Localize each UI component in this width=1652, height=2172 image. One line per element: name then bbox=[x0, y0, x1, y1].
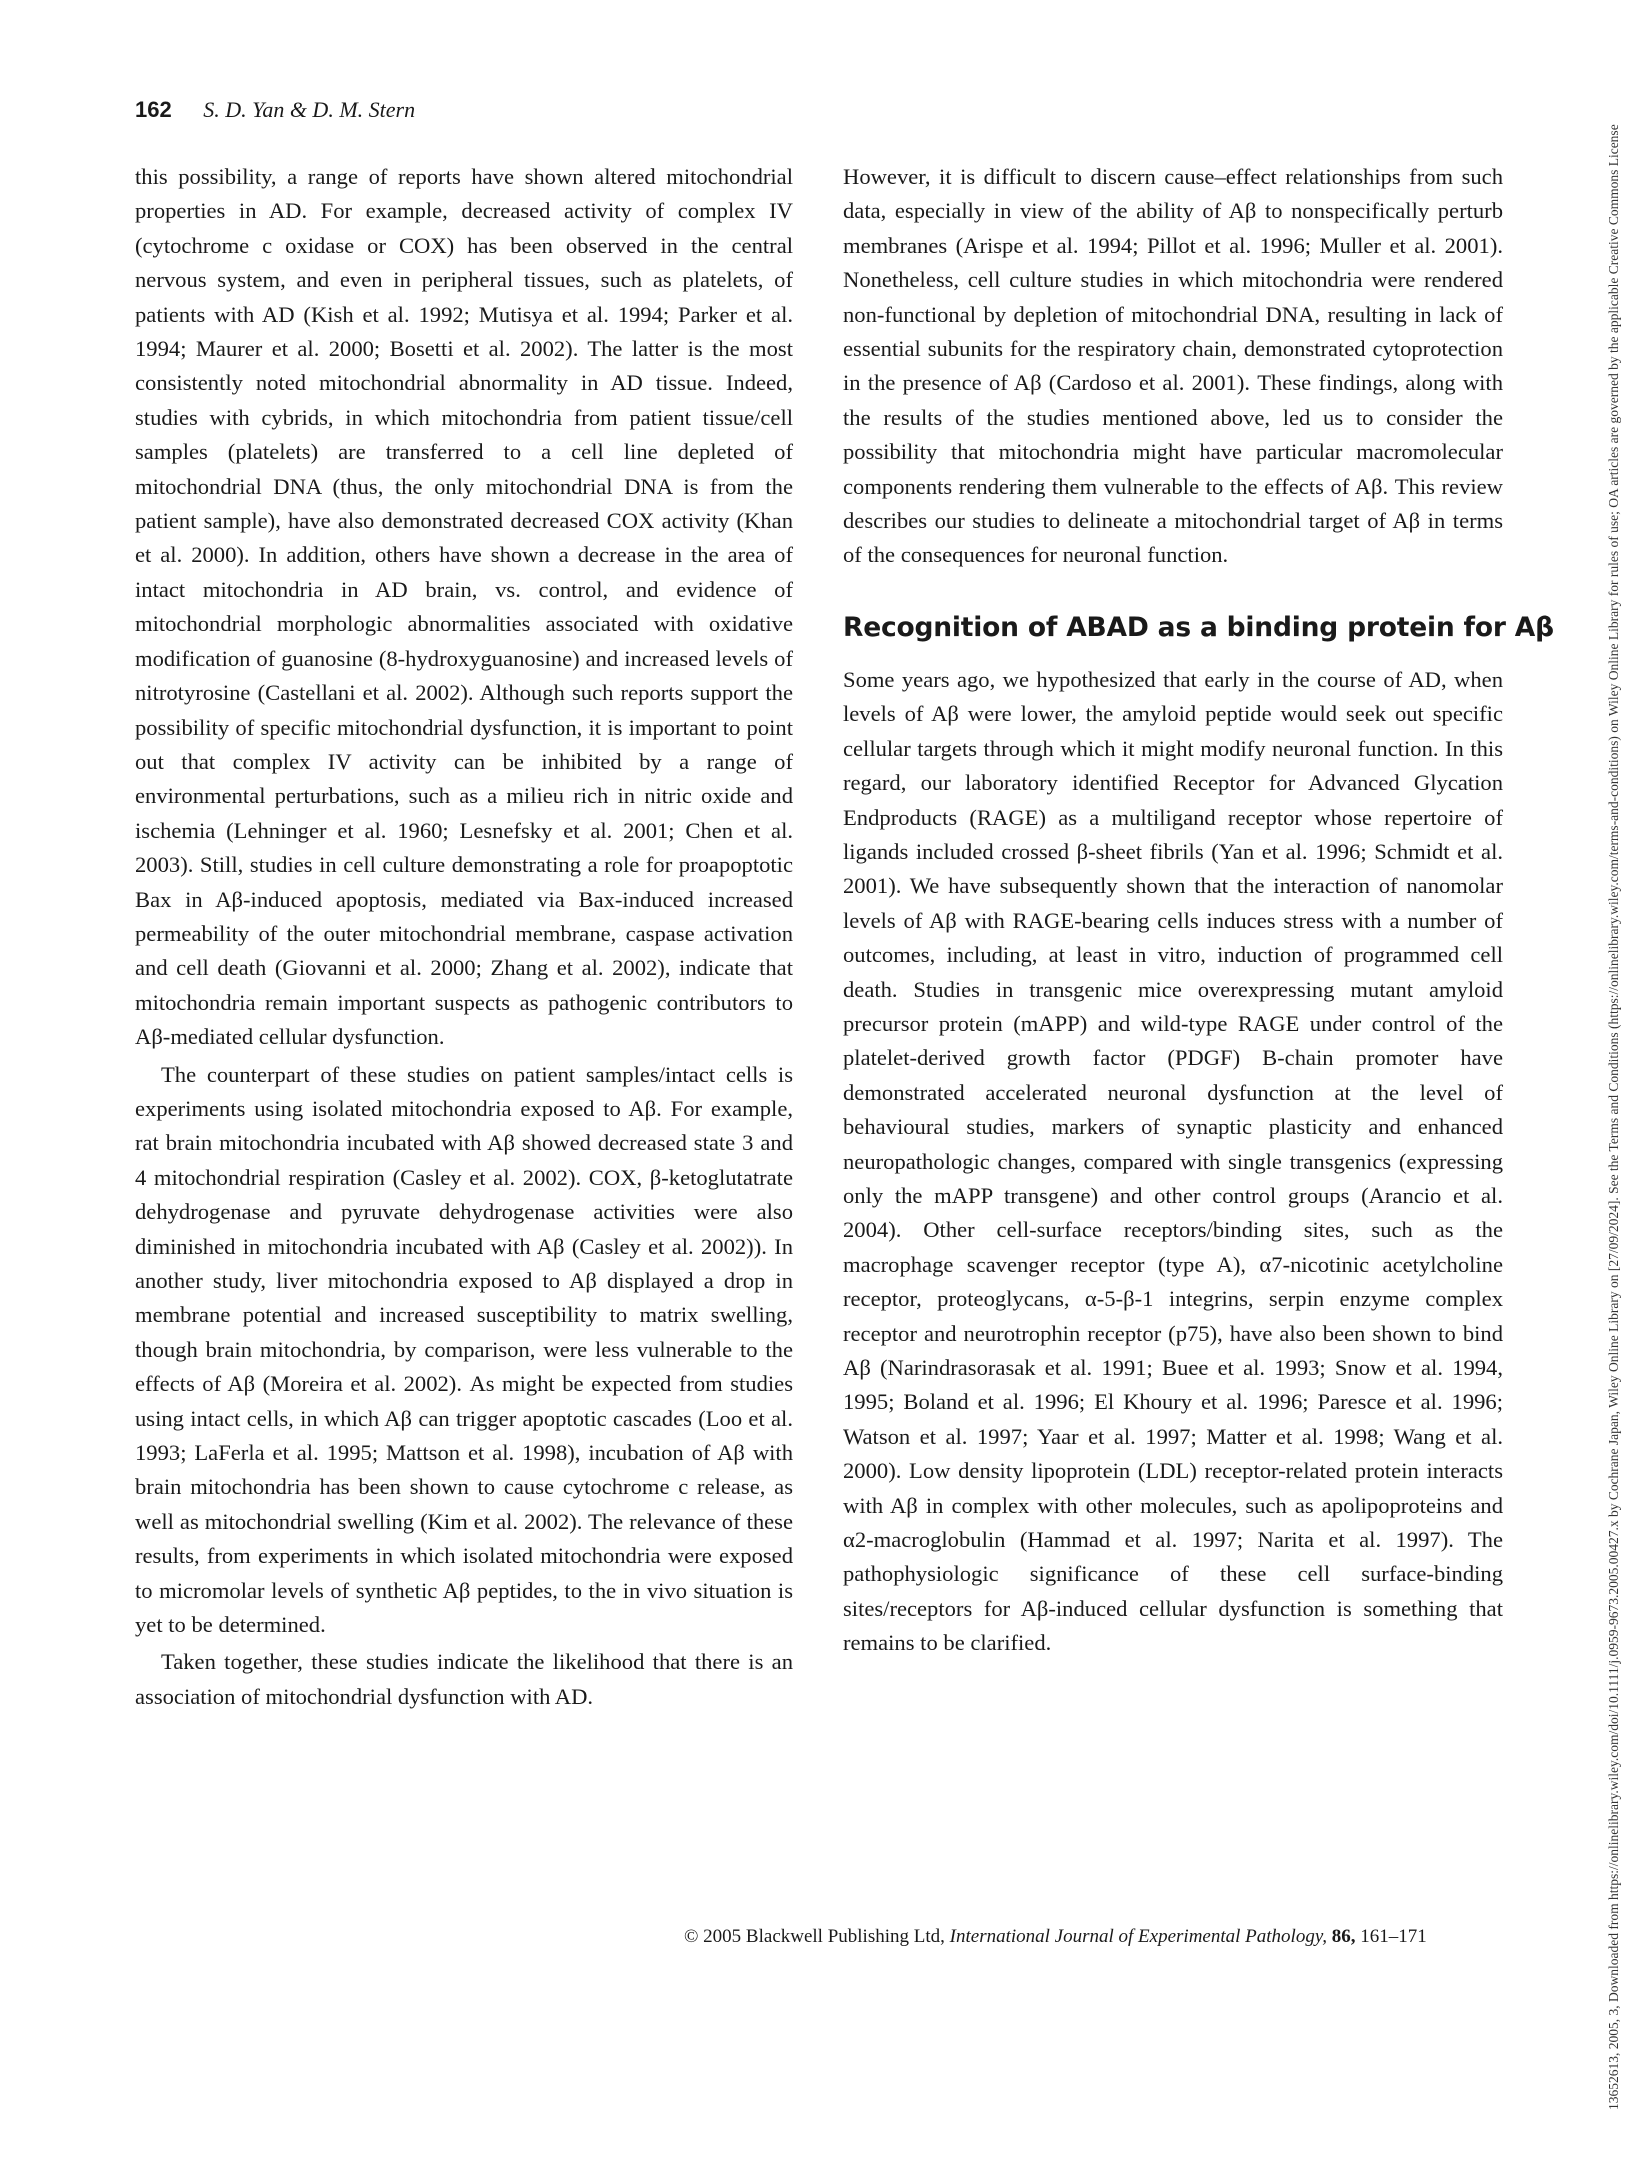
running-head bbox=[135, 96, 415, 124]
footer-journal: International Journal of Experimental Pathology, bbox=[949, 1926, 1327, 1947]
right-column bbox=[843, 160, 1554, 1661]
download-notice-text: 13652613, 2005, 3, Downloaded from https://onlinelibrary.wiley.com/doi/10.1111/j.0959-9673.2005.00427.x by Cochrane Japan, Wiley Online Library on [27/09/2024]. See the Terms and Conditions (https://onlinelibrary.wiley.com/terms-and-conditions) on Wiley Online Library for rules of use; OA articles are governed by the applicable Creative Commons License bbox=[1606, 124, 1621, 2110]
left-column bbox=[135, 160, 793, 1714]
left-paragraph-3: Taken together, these studies indicate the likelihood that there is an association of mitochondrial dysfunction with AD. bbox=[135, 1649, 793, 1709]
running-head-authors: S. D. Yan & D. M. Stern bbox=[203, 97, 416, 122]
section-heading: Recognition of ABAD as a binding protein for Aβ bbox=[843, 611, 1554, 643]
footer-pages: 161–171 bbox=[1360, 1926, 1427, 1947]
right-paragraph-2: Some years ago, we hypothesized that early in the course of AD, when levels of Aβ were lower, the amyloid peptide would seek out specific cellular targets through which it might modify neuronal function. In this regard, our laboratory identified Receptor for Advanced Glycation Endproducts (RAGE) as a multiligand receptor whose repertoire of ligands included crossed β-sheet fibrils (Yan et al. 1996; Schmidt et al. 2001). We have subsequently shown that the interaction of nanomolar levels of Aβ with RAGE-bearing cells induces stress with a number of outcomes, including, at least in vitro, induction of programmed cell death. Studies in transgenic mice overexpressing mutant amyloid precursor protein (mAPP) and wild-type RAGE under control of the platelet-derived growth factor (PDGF) B-chain promoter have demonstrated accelerated neuronal dysfunction at the level of behavioural studies, markers of synaptic plasticity and enhanced neuropathologic changes, compared with single transgenics (expressing only the mAPP transgene) and other control groups (Arancio et al. 2004). Other cell-surface receptors/binding sites, such as the macrophage scavenger receptor (type A), α7-nicotinic acetylcholine receptor, proteoglycans, α-5-β-1 integrins, serpin enzyme complex receptor and neurotrophin receptor (p75), have also been shown to bind Aβ (Narindrasorasak et al. 1991; Buee et al. 1993; Snow et al. 1994, 1995; Boland et al. 1996; El Khoury et al. 1996; Paresce et al. 1996; Watson et al. 1997; Yaar et al. 1997; Matter et al. 1998; Wang et al. 2000). Low density lipoprotein (LDL) receptor-related protein interacts with Aβ in complex with other molecules, such as apolipoproteins and α2-macroglobulin (Hammad et al. 1997; Narita et al. 1997). The pathophysiologic significance of these cell surface-binding sites/receptors for Aβ-induced cellular dysfunction is something that remains to be clarified. bbox=[843, 666, 1503, 1656]
page-footer bbox=[684, 1924, 1427, 1950]
left-paragraph-1: this possibility, a range of reports have shown altered mitochondrial properties in AD. For example, decreased activity of complex IV (cytochrome c oxidase or COX) has been observed in the central nervous system, and even in peripheral tissues, such as platelets, of patients with AD (Kish et al. 1992; Mutisya et al. 1994; Parker et al. 1994; Maurer et al. 2000; Bosetti et al. 2002). The latter is the most consistently noted mitochondrial abnormality in AD tissue. Indeed, studies with cybrids, in which mitochondria from patient tissue/cell samples (platelets) are transferred to a cell line depleted of mitochondrial DNA (thus, the only mitochondrial DNA is from the patient sample), have also demonstrated decreased COX activity (Khan et al. 2000). In addition, others have shown a decrease in the area of intact mitochondria in AD brain, vs. control, and evidence of mitochondrial morphologic abnormalities associated with oxidative modification of guanosine (8-hydroxyguanosine) and increased levels of nitrotyrosine (Castellani et al. 2002). Although such reports support the possibility of specific mitochondrial dysfunction, it is important to point out that complex IV activity can be inhibited by a range of environmental perturbations, such as a milieu rich in nitric oxide and ischemia (Lehninger et al. 1960; Lesnefsky et al. 2001; Chen et al. 2003). Still, studies in cell culture demonstrating a role for proapoptotic Bax in Aβ-induced apoptosis, mediated via Bax-induced increased permeability of the outer mitochondrial membrane, caspase activation and cell death (Giovanni et al. 2000; Zhang et al. 2002), indicate that mitochondria remain important suspects as pathogenic contributors to Aβ-mediated cellular dysfunction. bbox=[135, 164, 793, 1050]
right-paragraph-1: However, it is difficult to discern cause–effect relationships from such data, especially in view of the ability of Aβ to nonspecifically perturb membranes (Arispe et al. 1994; Pillot et al. 1996; Muller et al. 2001). Nonetheless, cell culture studies in which mitochondria were rendered non-functional by depletion of mitochondrial DNA, resulting in lack of essential subunits for the respiratory chain, demonstrated cytoprotection in the presence of Aβ (Cardoso et al. 2001). These findings, along with the results of the studies mentioned above, led us to consider the possibility that mitochondria might have particular macromolecular components rendering them vulnerable to the effects of Aβ. This review describes our studies to delineate a mitochondrial target of Aβ in terms of the consequences for neuronal function. bbox=[843, 164, 1503, 568]
download-notice bbox=[1603, 40, 1625, 2110]
footer-volume: 86, bbox=[1331, 1926, 1356, 1947]
left-paragraph-2: The counterpart of these studies on patient samples/intact cells is experiments using isolated mitochondria exposed to Aβ. For example, rat brain mitochondria incubated with Aβ showed decreased state 3 and 4 mitochondrial respiration (Casley et al. 2002). COX, β-ketoglutatrate dehydrogenase and pyruvate dehydrogenase activities were also diminished in mitochondria incubated with Aβ (Casley et al. 2002)). In another study, liver mitochondria exposed to Aβ displayed a drop in membrane potential and increased susceptibility to matrix swelling, though brain mitochondria, by comparison, were less vulnerable to the effects of Aβ (Moreira et al. 2002). As might be expected from studies using intact cells, in which Aβ can trigger apoptotic cascades (Loo et al. 1993; LaFerla et al. 1995; Mattson et al. 1998), incubation of Aβ with brain mitochondria has been shown to cause cytochrome c release, as well as mitochondrial swelling (Kim et al. 2002). The relevance of these results, from experiments in which isolated mitochondria were exposed to micromolar levels of synthetic Aβ peptides, to the in vivo situation is yet to be determined. bbox=[135, 1061, 793, 1638]
page-number: 162 bbox=[135, 97, 172, 122]
footer-copyright: © 2005 Blackwell Publishing Ltd, bbox=[684, 1926, 945, 1947]
